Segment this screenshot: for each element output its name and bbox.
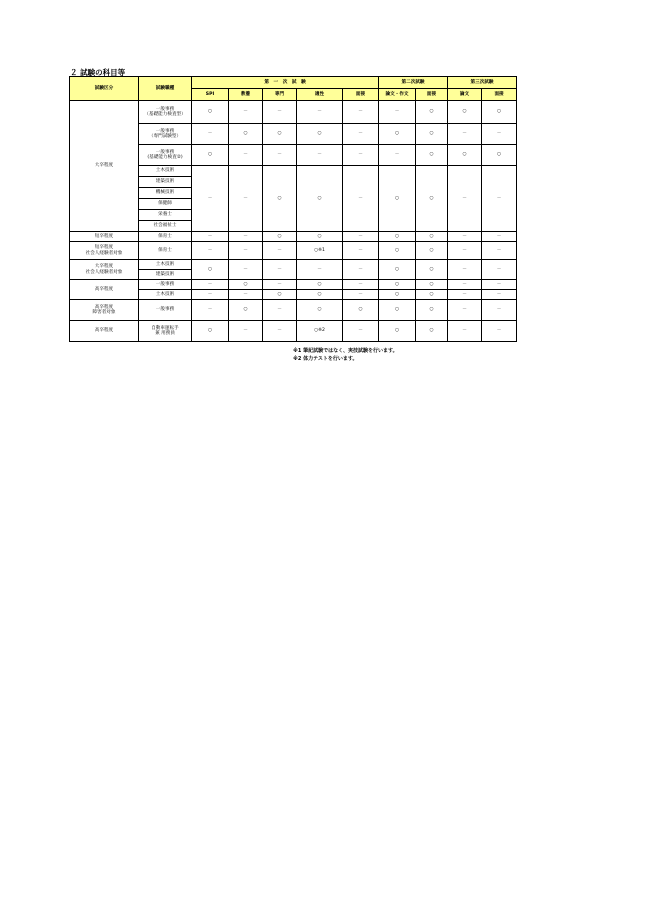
mark-cell: － xyxy=(343,145,379,166)
category-cell: 短卒程度 xyxy=(70,232,139,242)
mark-cell: ○ xyxy=(379,321,416,342)
mark-cell: ○ xyxy=(448,101,482,124)
type-cell: 栄養士 xyxy=(139,210,192,221)
mark-cell: ○ xyxy=(263,290,297,300)
mark-cell: － xyxy=(192,290,229,300)
type-cell: 建築技術 xyxy=(139,270,192,280)
category-cell: 大卒程度 社会人経験者対象 xyxy=(70,260,139,280)
mark-cell: ○ xyxy=(229,280,263,290)
mark-cell: － xyxy=(229,260,263,280)
mark-cell: － xyxy=(343,260,379,280)
mark-cell: － xyxy=(482,232,517,242)
mark-cell: ○ xyxy=(379,124,416,145)
header-mensetsu-1: 面接 xyxy=(343,89,379,101)
header-category: 試験区分 xyxy=(70,77,139,101)
mark-cell: － xyxy=(448,290,482,300)
mark-cell: － xyxy=(229,242,263,260)
type-cell: 一般事務 xyxy=(139,280,192,290)
type-cell: 土木技術 xyxy=(139,290,192,300)
mark-cell: － xyxy=(263,260,297,280)
type-cell: 保育士 xyxy=(139,232,192,242)
type-cell: 土木技術 xyxy=(139,260,192,270)
mark-cell: ○ xyxy=(416,280,448,290)
mark-cell: ○ xyxy=(192,321,229,342)
mark-cell: － xyxy=(343,290,379,300)
header-mensetsu-3: 面接 xyxy=(482,89,517,101)
mark-cell: － xyxy=(229,145,263,166)
category-cell: 高卒程度 xyxy=(70,280,139,300)
mark-cell: ○ xyxy=(192,145,229,166)
mark-cell: － xyxy=(343,242,379,260)
mark-cell: ○ xyxy=(297,280,343,290)
type-cell: 自動車運転手 兼 用務員 xyxy=(139,321,192,342)
header-row-groups xyxy=(70,77,517,89)
mark-cell: － xyxy=(482,260,517,280)
mark-cell: ○ xyxy=(416,124,448,145)
mark-cell: － xyxy=(263,242,297,260)
type-cell: 一般事務 （専門試験型） xyxy=(139,124,192,145)
header-senmon: 専門 xyxy=(263,89,297,101)
mark-cell: ○ xyxy=(379,260,416,280)
mark-cell: － xyxy=(448,242,482,260)
mark-cell: － xyxy=(263,280,297,290)
exam-subjects-table xyxy=(69,76,517,342)
category-cell: 短卒程度 社会人経験者対象 xyxy=(70,242,139,260)
header-mensetsu-2: 面接 xyxy=(416,89,448,101)
mark-cell: ○ xyxy=(379,300,416,321)
mark-cell: － xyxy=(448,260,482,280)
mark-cell: ○ xyxy=(263,124,297,145)
mark-cell: ○ xyxy=(416,321,448,342)
mark-cell: － xyxy=(263,321,297,342)
mark-cell: ○ xyxy=(297,124,343,145)
table-row xyxy=(70,260,517,270)
mark-cell: － xyxy=(448,124,482,145)
mark-cell: － xyxy=(379,145,416,166)
mark-cell: － xyxy=(448,232,482,242)
mark-cell: － xyxy=(482,280,517,290)
header-ronbun-3: 論文 xyxy=(448,89,482,101)
type-cell: 保健師 xyxy=(139,199,192,210)
mark-cell: ○ xyxy=(343,300,379,321)
mark-cell: － xyxy=(192,280,229,290)
mark-cell: － xyxy=(343,166,379,232)
mark-cell: ○※1 xyxy=(297,242,343,260)
mark-cell: ○ xyxy=(297,166,343,232)
mark-cell: － xyxy=(482,166,517,232)
table-row xyxy=(70,232,517,242)
mark-cell: ○ xyxy=(263,232,297,242)
mark-cell: ○ xyxy=(482,145,517,166)
mark-cell: － xyxy=(263,145,297,166)
mark-cell: － xyxy=(263,101,297,124)
mark-cell: ○ xyxy=(297,290,343,300)
mark-cell: ○ xyxy=(229,300,263,321)
category-cell: 大卒程度 xyxy=(70,101,139,232)
header-kyouyou: 教養 xyxy=(229,89,263,101)
mark-cell: － xyxy=(448,300,482,321)
type-cell: 一般事務 xyxy=(139,300,192,321)
mark-cell: ○ xyxy=(297,232,343,242)
mark-cell: － xyxy=(448,166,482,232)
table-row xyxy=(70,280,517,290)
mark-cell: － xyxy=(448,280,482,290)
mark-cell: ○ xyxy=(379,166,416,232)
mark-cell: － xyxy=(229,232,263,242)
mark-cell: － xyxy=(482,242,517,260)
type-cell: 一般事務 （基礎能力検査型） xyxy=(139,101,192,124)
mark-cell: ○ xyxy=(192,101,229,124)
mark-cell: － xyxy=(229,166,263,232)
mark-cell: － xyxy=(229,101,263,124)
mark-cell: － xyxy=(343,101,379,124)
mark-cell: ○ xyxy=(416,260,448,280)
mark-cell: － xyxy=(192,124,229,145)
mark-cell: ○ xyxy=(416,145,448,166)
header-type: 試験職種 xyxy=(139,77,192,101)
mark-cell: ○ xyxy=(416,290,448,300)
footnote-2: ※2 体力テストを行います。 xyxy=(293,355,358,362)
mark-cell: － xyxy=(297,101,343,124)
mark-cell: ○※2 xyxy=(297,321,343,342)
mark-cell: ○ xyxy=(416,101,448,124)
mark-cell: － xyxy=(343,124,379,145)
type-cell: 保育士 xyxy=(139,242,192,260)
category-cell: 高卒程度 xyxy=(70,321,139,342)
mark-cell: － xyxy=(192,242,229,260)
header-third-exam: 第三次試験 xyxy=(448,77,517,89)
mark-cell: － xyxy=(482,290,517,300)
footnote-1: ※1 筆記試験ではなく、実技試験を行います。 xyxy=(293,348,398,354)
mark-cell: ○ xyxy=(379,280,416,290)
section-title: ２ 試験の科目等 xyxy=(70,68,126,77)
mark-cell: － xyxy=(482,124,517,145)
mark-cell: － xyxy=(263,300,297,321)
type-cell: 機械技術 xyxy=(139,188,192,199)
table-row xyxy=(70,242,517,260)
mark-cell: － xyxy=(229,321,263,342)
table-row xyxy=(70,300,517,321)
header-first-exam: 第 一 次 試 験 xyxy=(192,77,379,89)
table-row xyxy=(70,101,517,124)
mark-cell: ○ xyxy=(263,166,297,232)
mark-cell: － xyxy=(482,300,517,321)
mark-cell: － xyxy=(297,145,343,166)
mark-cell: ○ xyxy=(416,166,448,232)
footnotes xyxy=(293,348,398,363)
mark-cell: － xyxy=(192,300,229,321)
type-cell: 社会福祉士 xyxy=(139,221,192,232)
header-spi: SPI xyxy=(192,89,229,101)
mark-cell: ○ xyxy=(416,300,448,321)
mark-cell: ○ xyxy=(379,232,416,242)
type-cell: 建築技術 xyxy=(139,177,192,188)
header-ronbun-sakubun: 論文・作文 xyxy=(379,89,416,101)
mark-cell: － xyxy=(448,321,482,342)
mark-cell: ○ xyxy=(448,145,482,166)
mark-cell: ○ xyxy=(416,232,448,242)
type-cell: 土木技術 xyxy=(139,166,192,177)
mark-cell: ○ xyxy=(416,242,448,260)
mark-cell: － xyxy=(343,232,379,242)
mark-cell: － xyxy=(192,232,229,242)
mark-cell: － xyxy=(229,290,263,300)
mark-cell: － xyxy=(343,321,379,342)
table-row xyxy=(70,321,517,342)
mark-cell: － xyxy=(192,166,229,232)
mark-cell: ○ xyxy=(379,242,416,260)
type-cell: 一般事務 (基礎能力検査②) xyxy=(139,145,192,166)
mark-cell: ○ xyxy=(482,101,517,124)
mark-cell: － xyxy=(297,260,343,280)
mark-cell: － xyxy=(482,321,517,342)
mark-cell: ○ xyxy=(379,290,416,300)
header-second-exam: 第二次試験 xyxy=(379,77,448,89)
category-cell: 高卒程度 障害者対象 xyxy=(70,300,139,321)
mark-cell: ○ xyxy=(297,300,343,321)
mark-cell: － xyxy=(343,280,379,290)
mark-cell: ○ xyxy=(192,260,229,280)
header-tekisei: 適性 xyxy=(297,89,343,101)
mark-cell: ○ xyxy=(229,124,263,145)
mark-cell: － xyxy=(379,101,416,124)
